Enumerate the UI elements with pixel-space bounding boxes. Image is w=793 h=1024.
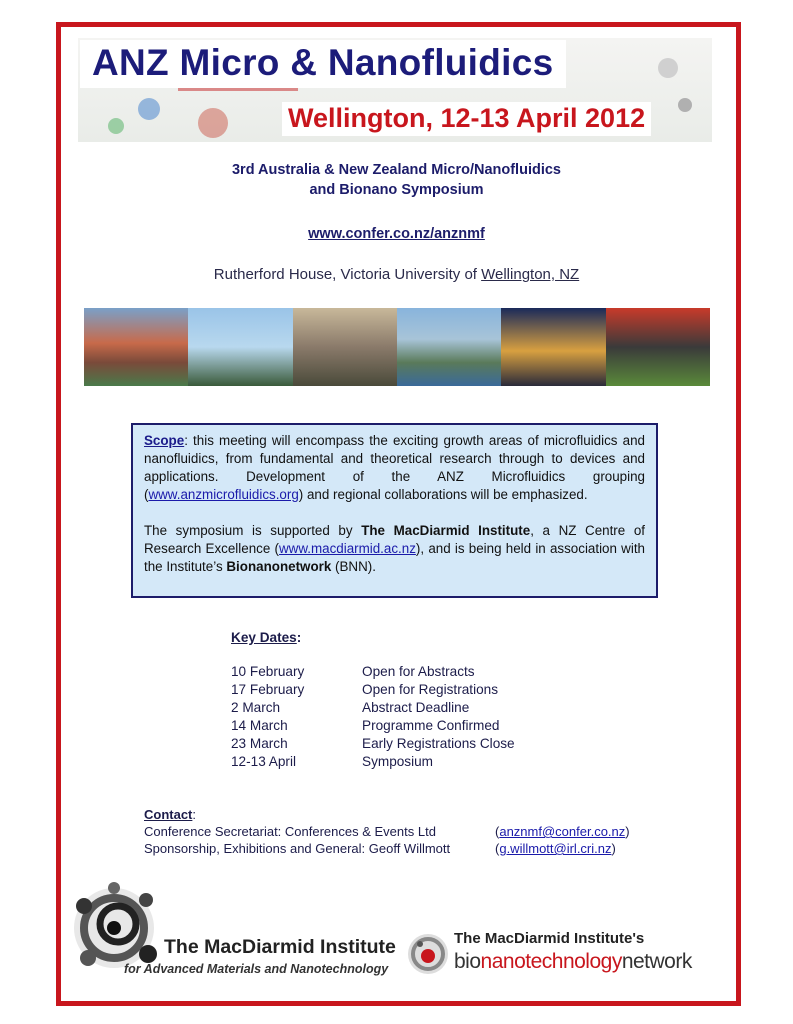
key-date: 2 March: [231, 700, 281, 715]
photo-night: [501, 308, 605, 386]
photo-statue: [606, 308, 710, 386]
support-text-4: (BNN).: [331, 559, 376, 574]
key-date: 14 March: [231, 718, 288, 733]
key-date: 23 March: [231, 736, 288, 751]
wordmark-network: network: [621, 950, 692, 973]
contact-section: [144, 806, 630, 857]
key-date: 17 February: [231, 682, 305, 697]
venue-link[interactable]: Wellington, NZ: [481, 266, 580, 283]
anzmicrofluidics-link[interactable]: www.anzmicrofluidics.org: [148, 487, 299, 502]
contact-email-link[interactable]: anznmf@confer.co.nz: [499, 824, 626, 839]
bionanonetwork-bold: Bionanonetwork: [226, 559, 332, 574]
photo-strip: [84, 308, 710, 386]
photo-street: [84, 308, 188, 386]
macdiarmid-link[interactable]: www.macdiarmid.ac.nz: [278, 541, 416, 556]
scope-paragraph: [144, 432, 645, 504]
key-date-event: Symposium: [362, 754, 434, 769]
macdiarmid-logo-tagline: for Advanced Materials and Nanotechnology: [124, 962, 389, 976]
contact-row: [144, 823, 630, 840]
venue-text: Rutherford House, Victoria University of: [213, 266, 482, 283]
key-date-event: Open for Abstracts: [362, 664, 475, 679]
page-subtitle: Wellington, 12-13 April 2012: [288, 103, 646, 133]
subtitle-box: [282, 102, 651, 136]
photo-palms: [188, 308, 292, 386]
venue-line: [60, 266, 733, 283]
key-dates: [231, 630, 515, 771]
scope-box: [131, 423, 658, 598]
key-date-row: [231, 717, 515, 735]
key-dates-list: [231, 663, 515, 771]
contact-email-wrap: (g.willmott@irl.cri.nz): [495, 841, 616, 856]
contact-who: Sponsorship, Exhibitions and General: Geoff Willmott: [144, 841, 451, 856]
key-date-row: [231, 699, 515, 717]
contact-email-link[interactable]: g.willmott@irl.cri.nz: [499, 841, 612, 856]
key-dates-heading: [231, 630, 297, 645]
contact-heading: Contact: [144, 807, 193, 822]
key-dates-colon: :: [296, 630, 302, 645]
network-logo-top: The MacDiarmid Institute's: [454, 930, 645, 947]
support-text-2: , a NZ Centre of Research Excellence (: [144, 523, 645, 556]
contact-list: [144, 823, 630, 857]
support-text-1: The symposium is supported by: [144, 523, 362, 538]
photo-sculpture: [293, 308, 397, 386]
key-date-event: Abstract Deadline: [362, 700, 470, 715]
title-box: [80, 40, 566, 88]
macdiarmid-logo-name: The MacDiarmid Institute: [164, 936, 396, 958]
key-date-row: [231, 681, 515, 699]
website-link[interactable]: www.confer.co.nz/anznmf: [308, 226, 485, 242]
support-text-3: ), and is being held in association with the Institute’s: [144, 541, 645, 574]
scope-text-1: : this meeting will encompass the exciting growth areas of microfluidics and nanofluidics, from fundamental and theoretical research through to devices and applications. Development of the ANZ Microfluidics grouping (: [144, 433, 645, 502]
wordmark-bio: bio: [454, 950, 481, 973]
page-title: ANZ Micro & Nanofluidics: [92, 42, 554, 83]
macdiarmid-logo: [66, 880, 396, 980]
symposium-line-1: 3rd Australia & New Zealand Micro/Nanofluidics: [231, 162, 561, 178]
key-date: 12-13 April: [231, 754, 296, 769]
key-date-event: Early Registrations Close: [362, 736, 515, 751]
contact-colon: :: [192, 807, 197, 822]
photo-harbour: [397, 308, 501, 386]
support-paragraph: [144, 522, 645, 576]
wordmark-nano: nanotechnology: [480, 950, 622, 973]
contact-who: Conference Secretariat: Conferences & Events Ltd: [144, 824, 436, 839]
contact-email-wrap: (anznmf@confer.co.nz): [495, 824, 630, 839]
network-icon: [406, 932, 450, 976]
key-date: 10 February: [231, 664, 305, 679]
symposium-name: [60, 160, 733, 200]
bionanotechnology-network-logo: [406, 928, 731, 980]
network-logo-wordmark: [454, 950, 692, 974]
macdiarmid-bold: The MacDiarmid Institute: [361, 523, 531, 538]
contact-row: [144, 840, 630, 857]
key-date-event: Open for Registrations: [362, 682, 499, 697]
scope-label: Scope: [144, 433, 185, 448]
key-date-row: [231, 753, 515, 771]
key-date-event: Programme Confirmed: [362, 718, 500, 733]
key-date-row: [231, 735, 515, 753]
scope-text-2: ) and regional collaborations will be emphasized.: [298, 487, 588, 502]
key-dates-label: Key Dates: [231, 630, 297, 645]
key-date-row: [231, 663, 515, 681]
symposium-line-2: and Bionano Symposium: [309, 182, 484, 198]
